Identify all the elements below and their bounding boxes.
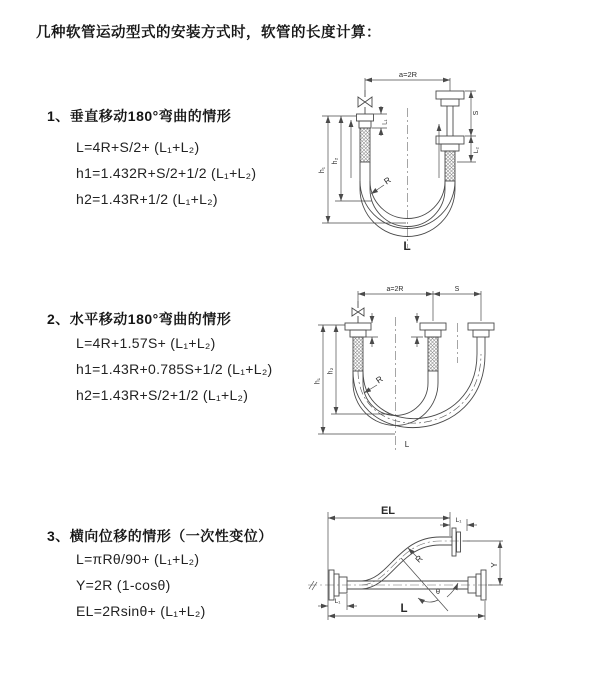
section-1-formulas xyxy=(76,139,256,217)
section-3-heading: 3、横向位移的情形（一次性变位） xyxy=(47,528,273,544)
dim-label-h1: h₁ xyxy=(314,377,322,385)
page-title: 几种软管运动型式的安装方式时，软管的长度计算： xyxy=(36,25,381,41)
dimension-lines xyxy=(322,78,476,223)
left-fitting xyxy=(357,114,374,162)
formula-l: L=4R+S/2+ (L₁+L₂) xyxy=(76,139,200,155)
hose-assembly xyxy=(357,90,465,237)
hose-assembly xyxy=(345,301,494,428)
pipe-break-mark xyxy=(309,581,317,590)
angle-label: θ xyxy=(435,587,441,596)
section-1-heading: 1、垂直移动180°弯曲的情形 xyxy=(47,108,232,124)
middle-fitting xyxy=(420,323,446,371)
dimension-lines xyxy=(318,512,503,620)
upper-right-flange xyxy=(452,528,461,556)
dim-label-s: S xyxy=(454,286,460,293)
left-fitting xyxy=(345,323,371,371)
valve-icon xyxy=(358,90,372,114)
dim-label-a2r: a=2R xyxy=(386,286,404,293)
formula-y: Y=2R (1-cosθ) xyxy=(76,577,171,593)
dim-label-el: EL xyxy=(380,505,396,517)
right-fitting xyxy=(436,91,464,181)
valve-icon xyxy=(352,301,364,323)
diagram-vertical-180-bend xyxy=(308,66,588,262)
dim-label-l2: L₂ xyxy=(473,146,480,154)
dim-label-h1: h₁ xyxy=(319,166,326,174)
formula-h1: h1=1.432R+S/2+1/2 (L₁+L₂) xyxy=(76,165,257,181)
dim-label-l1-top: L₁ xyxy=(455,517,462,524)
diagram-horizontal-180-bend xyxy=(310,279,600,461)
diagram-lateral-displacement xyxy=(300,498,600,663)
right-fitting-moved-position xyxy=(468,323,494,354)
radius-leader xyxy=(371,185,384,194)
length-label: L xyxy=(400,603,408,615)
dim-label-l1: L₁ xyxy=(382,119,389,125)
angle-arc-left xyxy=(418,598,438,602)
dim-label-a2r: a=2R xyxy=(398,70,418,79)
formula-h2: h2=1.43R+S/2+1/2 (L₁+L₂) xyxy=(76,387,249,403)
section-2-heading: 2、水平移动180°弯曲的情形 xyxy=(47,311,232,327)
dim-label-h2: h₂ xyxy=(327,367,335,375)
dim-label-s: S xyxy=(473,110,480,116)
section-2-formulas xyxy=(76,335,273,413)
formula-l: L=4R+1.57S+ (L₁+L₂) xyxy=(76,335,216,351)
formula-l: L=πRθ/90+ (L₁+L₂) xyxy=(76,551,200,567)
formula-el: EL=2Rsinθ+ (L₁+L₂) xyxy=(76,603,206,619)
length-label: L xyxy=(404,440,410,449)
dim-label-y: Y xyxy=(490,562,499,568)
hose-assembly xyxy=(329,528,486,611)
section-3-formulas xyxy=(76,551,206,629)
dimension-lines xyxy=(318,291,481,434)
radius-label: R xyxy=(381,174,393,187)
length-label: L xyxy=(403,239,411,253)
dim-label-h2: h₂ xyxy=(332,157,339,165)
formula-h1: h1=1.43R+0.785S+1/2 (L₁+L₂) xyxy=(76,361,273,377)
formula-h2: h2=1.43R+1/2 (L₁+L₂) xyxy=(76,191,218,207)
angle-reference-line xyxy=(401,558,448,611)
hose-u-bend-two-positions xyxy=(353,354,485,428)
dim-label-l1-bottom: L₁ xyxy=(334,598,341,605)
radius-label: R xyxy=(373,373,385,386)
radius-label: R xyxy=(413,553,425,565)
hose-centerline xyxy=(362,541,470,585)
